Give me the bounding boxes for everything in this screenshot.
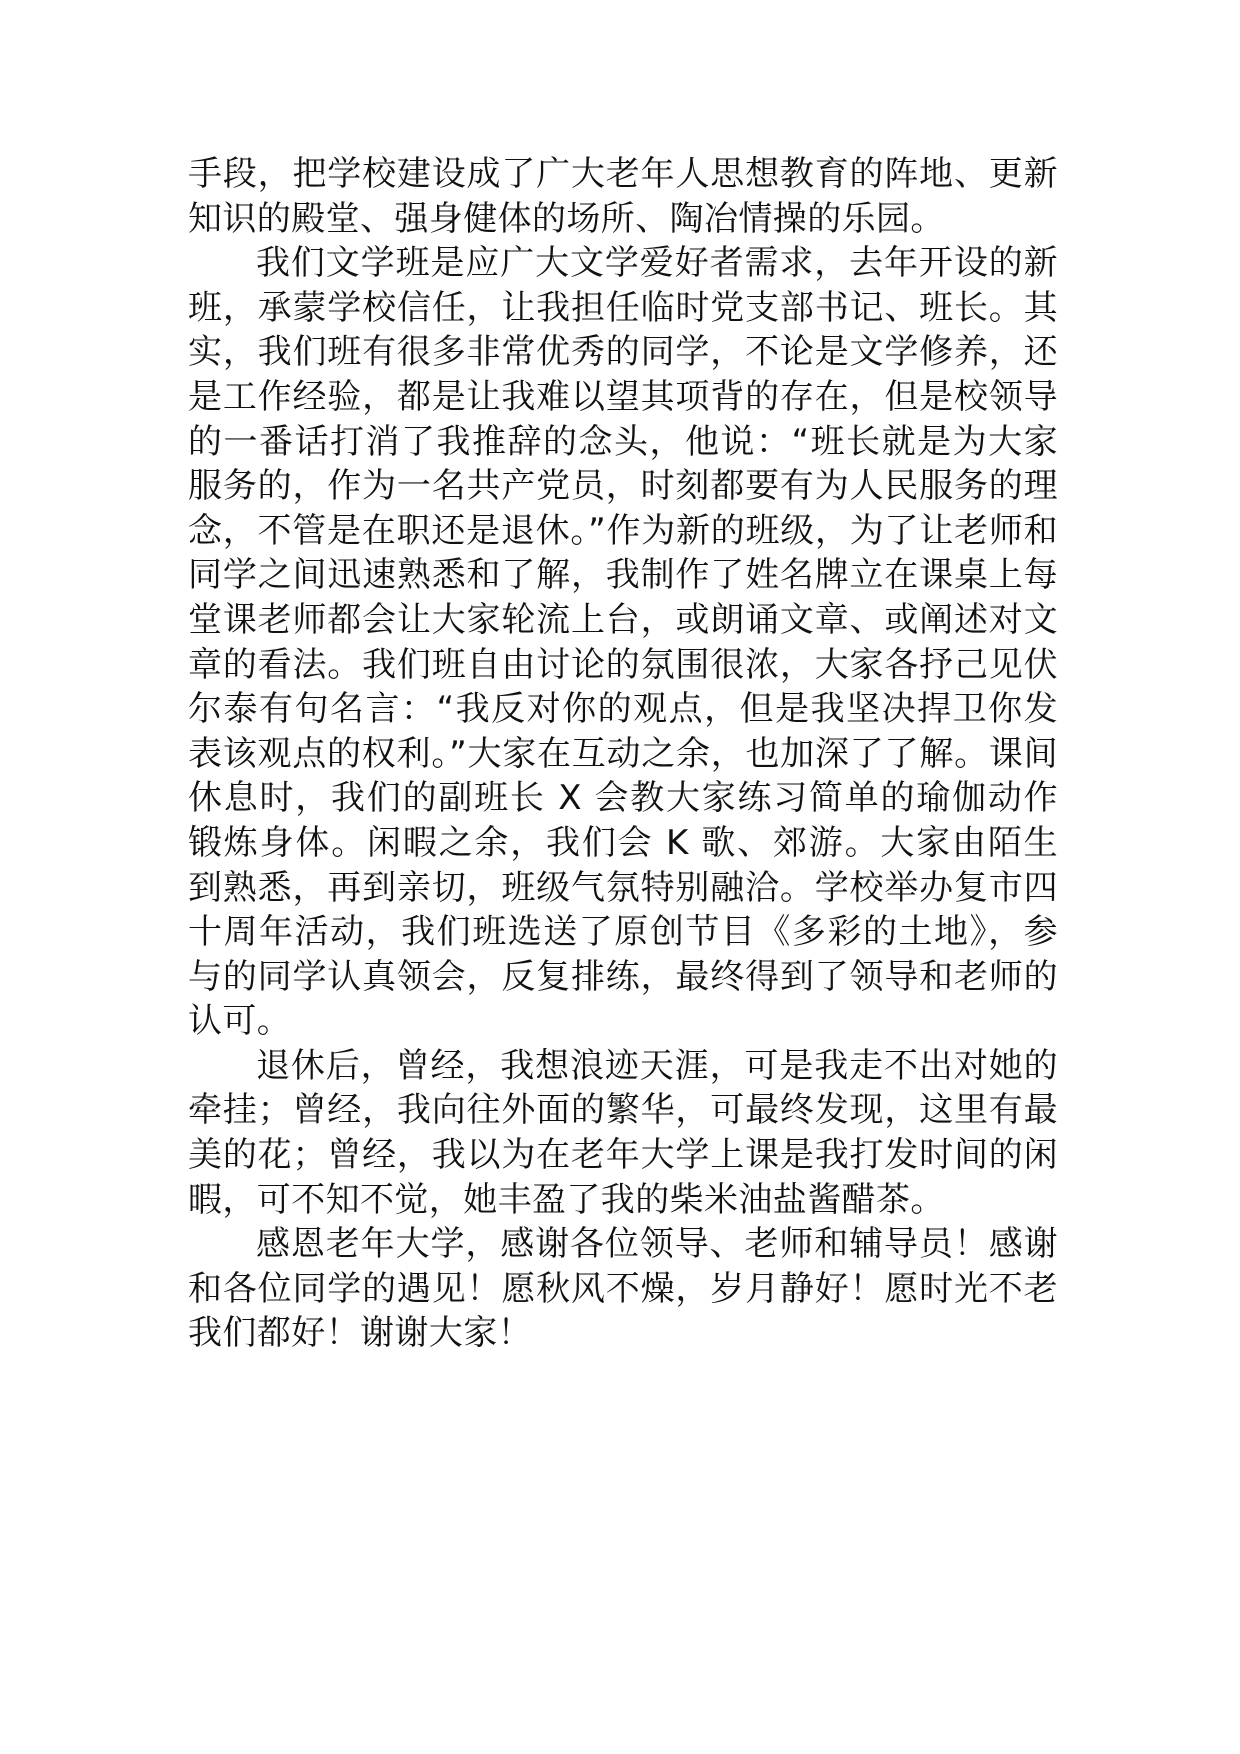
paragraph-3: 退休后，曾经，我想浪迹天涯，可是我走不出对她的牵挂；曾经，我向往外面的繁华，可最终发现，这里有最美的花；曾经，我以为在老年大学上课是我打发时间的闲暇，可不知不觉，她丰盈了我的柴米油盐酱醋茶。 [188, 1045, 1058, 1220]
paragraph-4: 感恩老年大学，感谢各位领导、老师和辅导员！感谢和各位同学的遇见！愿秋风不燥，岁月静好！愿时光不老我们都好！谢谢大家！ [188, 1224, 1058, 1354]
paragraph-1: 手段，把学校建设成了广大老年人思想教育的阵地、更新知识的殿堂、强身健体的场所、陶冶情操的乐园。 [188, 154, 1058, 239]
paragraph-2: 我们文学班是应广大文学爱好者需求，去年开设的新班，承蒙学校信任，让我担任临时党支部书记、班长。其实，我们班有很多非常优秀的同学，不论是文学修养，还是工作经验，都是让我难以望其项背的存在，但是校领导的一番话打消了我推辞的念头，他说：“班长就是为大家服务的，作为一名共产党员，时刻都要有为人民服务的理念，不管是在职还是退休。”作为新的班级，为了让老师和同学之间迅速熟悉和了解，我制作了姓名牌立在课桌上每堂课老师都会让大家轮流上台，或朗诵文章、或阐述对文章的看法。我们班自由讨论的氛围很浓，大家各抒己见伏尔泰有句名言：“我反对你的观点，但是我坚决捍卫你发表该观点的权利。”大家在互动之余，也加深了了解。课间休息时，我们的副班长 X 会教大家练习简单的瑜伽动作锻炼身体。闲暇之余，我们会 K 歌、郊游。大家由陌生到熟悉，再到亲切，班级气氛特别融洽。学校举办复市四十周年活动，我们班选送了原创节目《多彩的土地》，参与的同学认真领会，反复排练，最终得到了领导和老师的认可。 [188, 243, 1058, 1042]
body-text [188, 152, 1058, 1356]
